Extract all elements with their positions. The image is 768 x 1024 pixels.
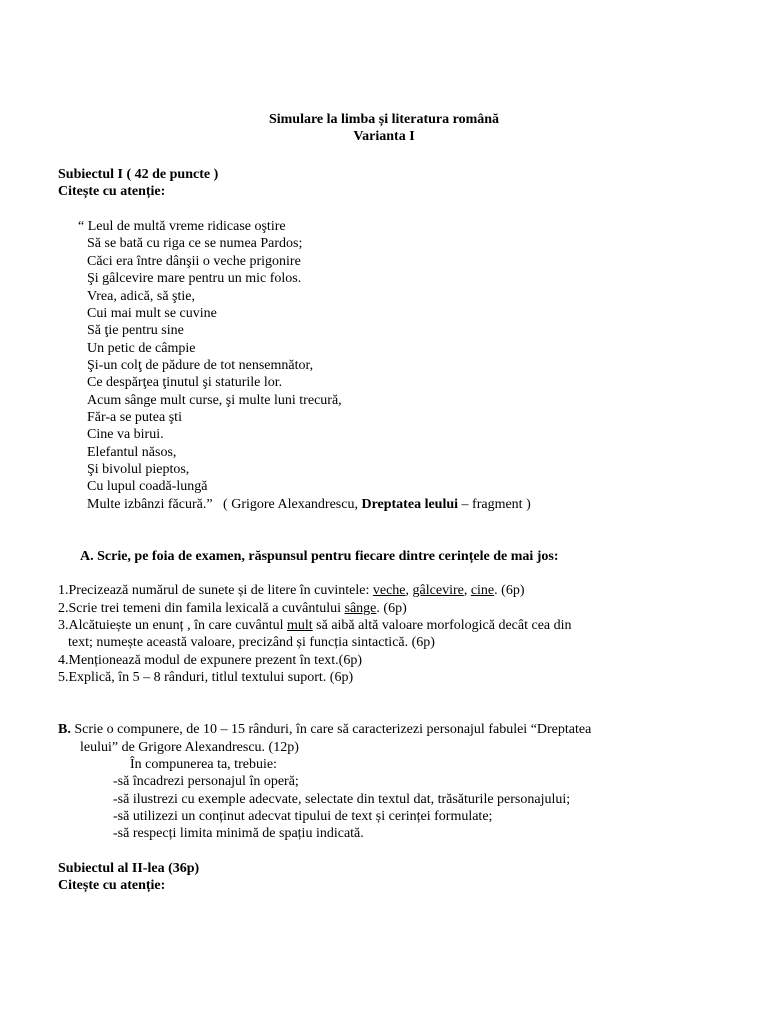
poem-line: Elefantul năsos, <box>87 445 177 460</box>
item3-suffix: să aibă altă valoare morfologică decât cea din <box>312 618 572 633</box>
subject1-heading: Subiectul I ( 42 de puncte ) <box>58 167 219 182</box>
sectionB-label: B. <box>58 722 71 737</box>
item3-word-mult: mult <box>286 618 313 633</box>
poem-line: “ Leul de multă vreme ridicase oştire <box>78 219 286 234</box>
citation-open: ( Grigore Alexandrescu, <box>223 497 362 512</box>
sectionA-item-5: 5.Explică, în 5 – 8 rânduri, titlul textului suport. (6p) <box>58 670 354 685</box>
document-title: Simulare la limba și literatura română <box>268 112 500 127</box>
poem-line-text: Multe izbânzi făcură.” <box>87 497 213 512</box>
poem-line: Cui mai mult se cuvine <box>87 306 217 321</box>
subject2-heading: Subiectul al II-lea (36p) <box>58 861 200 876</box>
subject2-instruction: Citește cu atenție: <box>58 878 166 893</box>
item2-prefix: 2.Scrie trei temeni din famila lexicală a cuvântului <box>58 601 345 616</box>
sectionA-heading: A. Scrie, pe foia de examen, răspunsul pentru fiecare dintre cerințele de mai jos: <box>80 549 559 564</box>
sectionB-line-1 <box>58 721 591 738</box>
sectionA-item-3-continued: text; numește această valoare, precizând și funcția sintactică. (6p) <box>68 635 435 650</box>
item2-word-sange: sânge <box>344 601 377 616</box>
sectionB-requirement: -să utilizezi un conținut adecvat tipului de text și cerinței formulate; <box>113 809 493 824</box>
poem-line: Şi-un colţ de pădure de tot nensemnător, <box>87 358 314 373</box>
item3-prefix: 3.Alcătuiește un enunț , în care cuvântul <box>58 618 287 633</box>
item1-prefix: 1.Precizează numărul de sunete și de litere în cuvintele: <box>58 583 373 598</box>
poem-last-line <box>87 496 531 513</box>
sectionB-text: Scrie o compunere, de 10 – 15 rânduri, în care să caracterizezi personajul fabulei “Dreptatea <box>70 722 592 737</box>
sectionB-requirement: -să ilustrezi cu exemple adecvate, selectate din textul dat, trăsăturile personajului; <box>113 792 571 807</box>
sectionA-item-1 <box>58 582 524 599</box>
sectionB-intro: În compunerea ta, trebuie: <box>130 757 277 772</box>
poem-line: Un petic de câmpie <box>87 341 196 356</box>
item1-sep: , <box>463 583 471 598</box>
item2-suffix: . (6p) <box>376 601 407 616</box>
sectionA-item-4: 4.Menționează modul de expunere prezent în text.(6p) <box>58 653 362 668</box>
item1-word-cine: cine <box>470 583 495 598</box>
poem-line: Şi bivolul pieptos, <box>87 462 190 477</box>
citation-close: – fragment ) <box>458 497 531 512</box>
item1-suffix: . (6p) <box>494 583 525 598</box>
poem-line: Să se bată cu riga ce se numea Pardos; <box>87 236 303 251</box>
poem-line: Acum sânge mult curse, şi multe luni trecură, <box>87 393 342 408</box>
poem-line: Ce despărţea ţinutul şi staturile lor. <box>87 375 283 390</box>
poem-line: Căci era între dânşii o veche prigonire <box>87 254 301 269</box>
document-variant: Varianta I <box>353 129 415 144</box>
poem-line: Să ţie pentru sine <box>87 323 184 338</box>
poem-line: Cine va birui. <box>87 427 164 442</box>
sectionB-requirement: -să respecți limita minimă de spațiu indicată. <box>113 826 364 841</box>
sectionB-line-2: leului” de Grigore Alexandrescu. (12p) <box>80 740 299 755</box>
poem-line: Cu lupul coadă-lungă <box>87 479 208 494</box>
citation-title: Dreptatea leului <box>361 497 459 512</box>
sectionA-item-2 <box>58 600 407 617</box>
sectionA-item-3 <box>58 617 572 634</box>
poem-line: Şi gâlcevire mare pentru un mic folos. <box>87 271 302 286</box>
item1-word-veche: veche <box>372 583 406 598</box>
sectionB-requirement: -să încadrezi personajul în operă; <box>113 774 299 789</box>
item1-sep: , <box>405 583 413 598</box>
subject1-instruction: Citește cu atenție: <box>58 184 166 199</box>
item1-word-galcevire: gâlcevire <box>412 583 464 598</box>
poem-line: Făr-a se putea şti <box>87 410 182 425</box>
poem-line: Vrea, adică, să ştie, <box>87 289 195 304</box>
